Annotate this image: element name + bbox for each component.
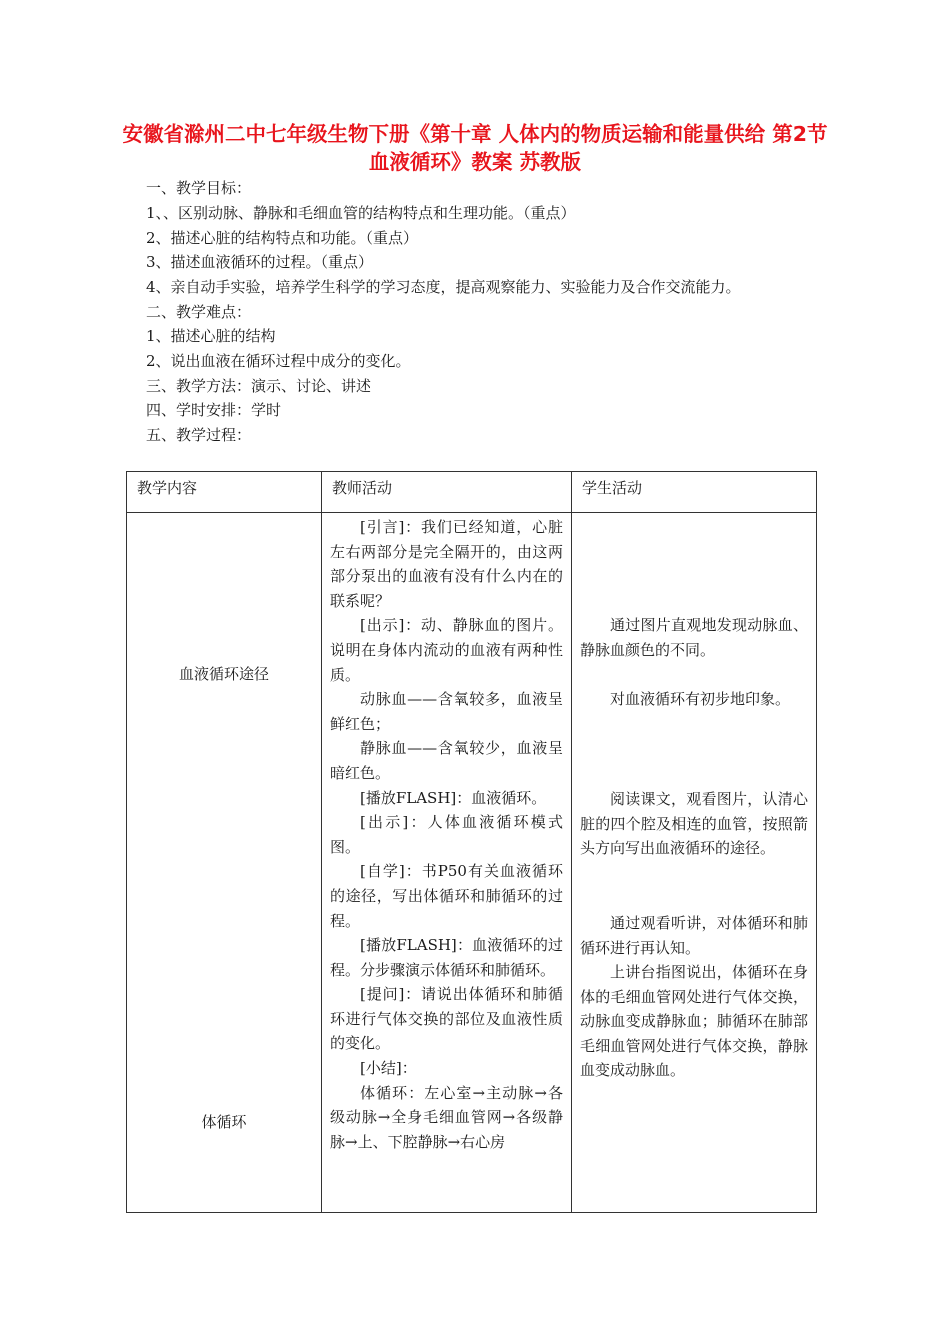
methods-line: 三、教学方法：演示、讨论、讲述 (146, 377, 372, 395)
process-heading: 五、教学过程： (146, 426, 252, 444)
teacher-cell (322, 513, 572, 1213)
header-student: 学生活动 (572, 472, 817, 513)
difficulties-heading: 二、教学难点： (146, 303, 252, 321)
goals-heading: 一、教学目标： (146, 179, 252, 197)
content-cell (127, 513, 322, 1213)
goal-item: 3、描述血液循环的过程。（重点） (146, 253, 374, 271)
teacher-paragraph: [小结]： (360, 1059, 417, 1078)
table-header-row (127, 472, 817, 513)
student-paragraph: 对血液循环有初步地印象。 (610, 690, 791, 708)
content-item: 体循环 (201, 1113, 247, 1131)
teacher-paragraph: [自学]：书P50有关血液循环的途径，写出体循环和肺循环的过程。 (330, 862, 563, 930)
goal-item: 2、描述心脏的结构特点和功能。（重点） (146, 229, 419, 247)
student-paragraph: 通过观看听讲，对体循环和肺循环进行再认知。 (580, 914, 808, 957)
table-row (127, 513, 817, 1213)
document-title: 安徽省滁州二中七年级生物下册《第十章 人体内的物质运输和能量供给 第2节 血液循环》教案 苏教版 (122, 122, 828, 174)
teacher-paragraph: [引言]：我们已经知道，心脏左右两部分是完全隔开的，由这两部分泵出的血液有没有什么内在的联系呢？ (330, 518, 563, 610)
schedule-line: 四、学时安排：学时 (146, 401, 282, 419)
goal-item: 1、、区别动脉、静脉和毛细血管的结构特点和生理功能。（重点） (146, 204, 576, 222)
teacher-paragraph: [出示]：人体血液循环模式图。 (330, 813, 563, 856)
teacher-paragraph: 静脉血——含氧较少，血液呈暗红色。 (330, 739, 563, 782)
content-item: 血液循环途径 (178, 665, 269, 683)
teacher-paragraph: [出示]：动、静脉血的图片。说明在身体内流动的血液有两种性质。 (330, 616, 563, 684)
difficulty-item: 2、说出血液在循环过程中成分的变化。 (146, 352, 411, 370)
goal-item: 4、亲自动手实验，培养学生科学的学习态度，提高观察能力、实验能力及合作交流能力。 (146, 278, 741, 296)
student-cell (572, 513, 817, 1213)
teacher-paragraph: 动脉血——含氧较多，血液呈鲜红色； (330, 690, 563, 733)
teacher-paragraph: 体循环：左心室→主动脉→各级动脉→全身毛细血管网→各级静脉→上、下腔静脉→右心房 (330, 1083, 563, 1151)
header-teacher: 教师活动 (322, 472, 572, 513)
teacher-paragraph: [播放FLASH]：血液循环的过程。分步骤演示体循环和肺循环。 (330, 936, 563, 979)
teacher-paragraph: [提问]：请说出体循环和肺循环进行气体交换的部位及血液性质的变化。 (330, 985, 563, 1053)
header-content: 教学内容 (127, 472, 322, 513)
difficulty-item: 1、描述心脏的结构 (146, 327, 276, 345)
student-paragraph: 通过图片直观地发现动脉血、静脉血颜色的不同。 (580, 616, 808, 659)
student-paragraph: 上讲台指图说出，体循环在身体的毛细血管网处进行气体交换，动脉血变成静脉血；肺循环在肺部毛细血管网处进行气体交换，静脉血变成动脉血。 (580, 963, 808, 1080)
teacher-paragraph: [播放FLASH]：血液循环。 (360, 788, 547, 807)
student-paragraph: 阅读课文，观看图片，认清心脏的四个腔及相连的血管，按照箭头方向写出血液循环的途径。 (580, 790, 808, 858)
lesson-table (126, 471, 817, 1213)
